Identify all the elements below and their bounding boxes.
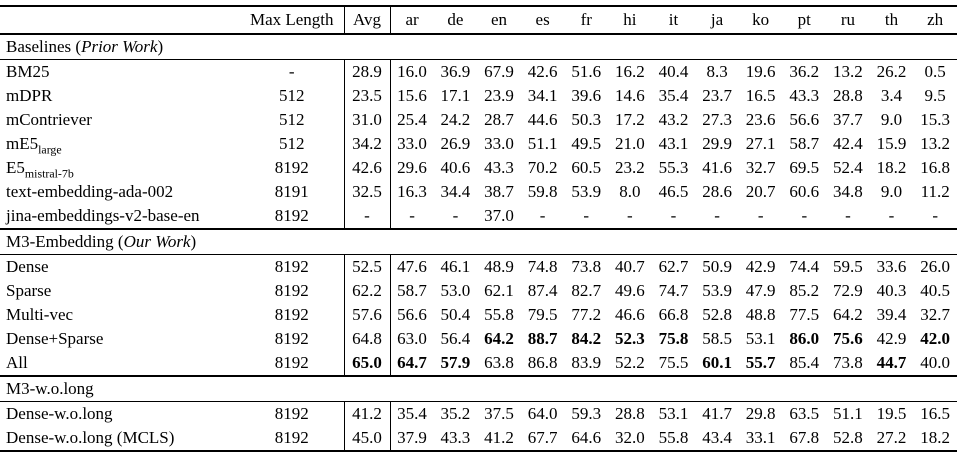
value-cell: 17.1 <box>440 86 471 105</box>
value-cell: 16.5 <box>920 404 951 423</box>
value-cell: - <box>627 206 633 225</box>
label-text-segment: mE5 <box>6 134 39 153</box>
label-text-segment: Dense-w.o.long (MCLS) <box>6 428 175 447</box>
max-length-cell: 8191 <box>274 182 309 201</box>
table-row <box>0 108 957 132</box>
value-cell: 34.1 <box>527 86 558 105</box>
value-cell: 75.6 <box>833 329 863 348</box>
row-label <box>0 255 240 280</box>
value-cell: 75.8 <box>658 329 689 348</box>
label-italic-segment: Prior Work <box>81 37 158 56</box>
value-cell: 23.7 <box>702 86 732 105</box>
value-cell: - <box>801 206 808 225</box>
value-cell: 56.6 <box>789 110 820 129</box>
label-text-segment: ) <box>157 37 164 56</box>
value-cell: 39.6 <box>571 86 602 105</box>
avg-cell: 42.6 <box>344 156 390 180</box>
value-cell: 43.3 <box>434 426 478 451</box>
value-cell: 55.3 <box>658 158 689 177</box>
section-header-label <box>0 376 957 402</box>
value-cell: 49.5 <box>571 134 602 153</box>
label-text-segment: Dense-w.o.long <box>6 404 113 423</box>
max-length-cell: 8192 <box>274 158 309 177</box>
language-header: th <box>870 6 914 34</box>
language-header: ar <box>390 6 434 34</box>
value-cell: 43.1 <box>658 134 689 153</box>
avg-cell: 45.0 <box>344 426 390 451</box>
value-cell: 67.8 <box>782 426 826 451</box>
row-label <box>0 84 240 108</box>
max-length-cell: 8192 <box>274 353 309 372</box>
value-cell: 40.5 <box>920 281 951 300</box>
value-cell: 8.3 <box>706 62 728 81</box>
value-cell: 66.8 <box>658 305 689 324</box>
value-cell: 16.0 <box>397 62 427 81</box>
table-row <box>0 60 957 85</box>
value-cell: 11.2 <box>920 182 950 201</box>
label-italic-segment: Our Work <box>123 232 191 251</box>
value-cell: 64.0 <box>527 404 558 423</box>
section-header-row <box>0 229 957 255</box>
row-label-header <box>0 6 240 34</box>
label-text-segment: mDPR <box>6 86 53 105</box>
value-cell: - <box>670 206 677 225</box>
language-header: fr <box>564 6 608 34</box>
row-label <box>0 132 240 156</box>
value-cell: 55.8 <box>484 305 514 324</box>
value-cell: 28.8 <box>614 404 645 423</box>
value-cell: 38.7 <box>484 182 514 201</box>
max-length-cell: 8192 <box>274 206 309 225</box>
value-cell: 53.0 <box>440 281 471 300</box>
value-cell: 29.9 <box>702 134 732 153</box>
value-cell: 29.8 <box>745 404 776 423</box>
value-cell: 77.2 <box>571 305 602 324</box>
value-cell: 52.3 <box>614 329 645 348</box>
max-length-cell: 8192 <box>274 329 309 348</box>
value-cell: 84.2 <box>571 329 602 348</box>
label-text-segment: All <box>6 353 28 372</box>
value-cell: 13.2 <box>920 134 951 153</box>
max-length-cell: 8192 <box>240 426 344 451</box>
avg-cell: 23.5 <box>344 84 390 108</box>
value-cell: 40.7 <box>614 257 645 276</box>
value-cell: 9.0 <box>880 182 903 201</box>
max-length-cell: 512 <box>279 134 305 153</box>
value-cell: 15.6 <box>397 86 427 105</box>
label-text-segment: Baselines ( <box>6 37 82 56</box>
avg-cell: 52.5 <box>344 255 390 280</box>
value-cell: 51.1 <box>833 404 863 423</box>
value-cell: - <box>845 206 851 225</box>
value-cell: 60.5 <box>571 158 602 177</box>
value-cell: 27.2 <box>870 426 914 451</box>
value-cell: 33.0 <box>484 134 514 153</box>
value-cell: 36.9 <box>440 62 471 81</box>
value-cell: 41.7 <box>702 404 732 423</box>
value-cell: 18.2 <box>876 158 907 177</box>
value-cell: 23.2 <box>614 158 645 177</box>
section-header-row <box>0 34 957 60</box>
row-label <box>0 156 240 180</box>
value-cell: 53.1 <box>745 329 776 348</box>
max-length-cell: 512 <box>279 86 305 105</box>
value-cell: - <box>888 206 895 225</box>
avg-cell: 31.0 <box>344 108 390 132</box>
avg-cell: 34.2 <box>344 132 390 156</box>
value-cell: 8.0 <box>619 182 641 201</box>
value-cell: - <box>409 206 415 225</box>
row-label <box>0 180 240 204</box>
value-cell: 43.4 <box>695 426 739 451</box>
max-length-cell: - <box>288 62 295 81</box>
label-text-segment: text-embedding-ada-002 <box>6 182 174 201</box>
value-cell: 62.1 <box>484 281 514 300</box>
results-table <box>0 5 957 452</box>
value-cell: 41.2 <box>477 426 521 451</box>
row-label <box>0 351 240 376</box>
value-cell: 13.2 <box>833 62 863 81</box>
value-cell: 17.2 <box>614 110 645 129</box>
value-cell: 50.4 <box>440 305 471 324</box>
value-cell: 9.0 <box>880 110 903 129</box>
value-cell: 9.5 <box>924 86 946 105</box>
value-cell: 42.9 <box>876 329 907 348</box>
value-cell: 53.9 <box>571 182 602 201</box>
value-cell: 46.1 <box>440 257 471 276</box>
value-cell: 73.8 <box>571 257 602 276</box>
table-row <box>0 204 957 229</box>
value-cell: 23.6 <box>745 110 776 129</box>
value-cell: 49.6 <box>614 281 645 300</box>
avg-cell: 64.8 <box>344 327 390 351</box>
value-cell: 79.5 <box>527 305 558 324</box>
value-cell: 64.2 <box>484 329 514 348</box>
row-label <box>0 402 240 427</box>
value-cell: 50.9 <box>702 257 732 276</box>
value-cell: 64.2 <box>833 305 863 324</box>
value-cell: 35.2 <box>440 404 471 423</box>
value-cell: 60.6 <box>789 182 820 201</box>
value-cell: 72.9 <box>833 281 863 300</box>
label-text-segment: M3-w.o.long <box>6 379 94 398</box>
value-cell: - <box>757 206 764 225</box>
value-cell: 63.5 <box>789 404 820 423</box>
value-cell: 42.4 <box>833 134 863 153</box>
value-cell: - <box>583 206 590 225</box>
value-cell: 16.3 <box>397 182 427 201</box>
value-cell: 77.5 <box>789 305 820 324</box>
value-cell: 53.9 <box>702 281 732 300</box>
value-cell: 33.6 <box>876 257 907 276</box>
section-header-label <box>0 34 957 60</box>
value-cell: 37.9 <box>390 426 434 451</box>
table-row <box>0 132 957 156</box>
value-cell: 58.7 <box>789 134 820 153</box>
value-cell: 48.8 <box>745 305 776 324</box>
value-cell: 21.0 <box>614 134 645 153</box>
value-cell: 59.3 <box>571 404 602 423</box>
value-cell: 40.4 <box>658 62 689 81</box>
value-cell: 35.4 <box>397 404 427 423</box>
language-header: zh <box>913 6 957 34</box>
value-cell: 39.4 <box>876 305 907 324</box>
section-header-label <box>0 229 957 255</box>
avg-cell: - <box>344 204 390 229</box>
value-cell: 29.6 <box>397 158 427 177</box>
value-cell: 28.6 <box>702 182 732 201</box>
label-text-segment: E5 <box>6 158 25 177</box>
value-cell: 16.5 <box>745 86 776 105</box>
value-cell: 42.9 <box>745 257 776 276</box>
value-cell: 43.2 <box>658 110 689 129</box>
value-cell: 60.1 <box>702 353 732 372</box>
max-length-cell: 8192 <box>274 281 309 300</box>
value-cell: 83.9 <box>571 353 602 372</box>
table-row <box>0 402 957 427</box>
value-cell: 74.7 <box>658 281 689 300</box>
row-label <box>0 327 240 351</box>
value-cell: 35.4 <box>658 86 689 105</box>
value-cell: 36.2 <box>789 62 820 81</box>
table-row <box>0 351 957 376</box>
value-cell: 63.8 <box>484 353 514 372</box>
value-cell: 40.6 <box>440 158 471 177</box>
value-cell: 26.9 <box>440 134 471 153</box>
value-cell: 24.2 <box>440 110 471 129</box>
value-cell: 44.6 <box>527 110 558 129</box>
label-text-segment: BM25 <box>6 62 50 81</box>
language-header: hi <box>608 6 652 34</box>
value-cell: - <box>452 206 459 225</box>
value-cell: 50.3 <box>571 110 602 129</box>
value-cell: 27.1 <box>745 134 776 153</box>
value-cell: 53.1 <box>658 404 689 423</box>
value-cell: 62.7 <box>658 257 689 276</box>
value-cell: 37.5 <box>484 404 514 423</box>
value-cell: 70.2 <box>527 158 558 177</box>
value-cell: 34.4 <box>440 182 471 201</box>
value-cell: 26.0 <box>920 257 951 276</box>
label-text-segment: Dense <box>6 257 49 276</box>
avg-cell: 41.2 <box>344 402 390 427</box>
label-text-segment: M3-Embedding ( <box>6 232 124 251</box>
value-cell: 14.6 <box>614 86 645 105</box>
table-row <box>0 84 957 108</box>
table-row <box>0 303 957 327</box>
value-cell: 85.4 <box>789 353 820 372</box>
value-cell: 51.6 <box>571 62 602 81</box>
value-cell: 40.0 <box>920 353 951 372</box>
value-cell: 67.7 <box>521 426 565 451</box>
value-cell: 86.0 <box>789 329 820 348</box>
language-header: en <box>477 6 521 34</box>
value-cell: 32.7 <box>920 305 951 324</box>
row-label <box>0 108 240 132</box>
value-cell: 26.2 <box>876 62 907 81</box>
value-cell: 82.7 <box>571 281 602 300</box>
section-header-row <box>0 376 957 402</box>
value-cell: 15.3 <box>920 110 951 129</box>
row-label <box>0 279 240 303</box>
language-header: ru <box>826 6 870 34</box>
value-cell: - <box>714 206 720 225</box>
value-cell: 55.8 <box>652 426 696 451</box>
value-cell: 20.7 <box>745 182 776 201</box>
table-row <box>0 180 957 204</box>
value-cell: 32.0 <box>608 426 652 451</box>
avg-cell: 65.0 <box>344 351 390 376</box>
value-cell: 56.6 <box>397 305 427 324</box>
label-text-segment: jina-embeddings-v2-base-en <box>6 206 200 225</box>
value-cell: 52.8 <box>826 426 870 451</box>
max-length-cell: 8192 <box>274 257 309 276</box>
table-row <box>0 255 957 280</box>
value-cell: 47.9 <box>745 281 776 300</box>
value-cell: 34.8 <box>833 182 863 201</box>
value-cell: 37.0 <box>484 206 514 225</box>
value-cell: 3.4 <box>880 86 903 105</box>
value-cell: 69.5 <box>789 158 820 177</box>
value-cell: 42.0 <box>920 329 951 348</box>
value-cell: 64.6 <box>564 426 608 451</box>
value-cell: 55.7 <box>745 353 776 372</box>
language-header: pt <box>782 6 826 34</box>
value-cell: 44.7 <box>876 353 907 372</box>
label-text-segment: Multi-vec <box>6 305 74 324</box>
table-row <box>0 279 957 303</box>
value-cell: 16.2 <box>614 62 645 81</box>
table-row <box>0 426 957 451</box>
value-cell: 47.6 <box>397 257 427 276</box>
row-label <box>0 204 240 229</box>
value-cell: 56.4 <box>440 329 471 348</box>
language-header: ko <box>739 6 783 34</box>
value-cell: 16.8 <box>920 158 951 177</box>
label-subscript: mistral-7b <box>24 166 74 181</box>
avg-cell: 28.9 <box>344 60 390 85</box>
value-cell: 19.6 <box>745 62 776 81</box>
value-cell: 52.2 <box>614 353 645 372</box>
value-cell: 28.8 <box>833 86 863 105</box>
value-cell: 28.7 <box>484 110 514 129</box>
value-cell: 52.4 <box>833 158 863 177</box>
value-cell: 87.4 <box>527 281 558 300</box>
label-subscript: large <box>38 142 62 157</box>
value-cell: 52.8 <box>702 305 732 324</box>
value-cell: 85.2 <box>789 281 820 300</box>
language-header: ja <box>695 6 739 34</box>
table-row <box>0 327 957 351</box>
value-cell: 33.0 <box>397 134 427 153</box>
avg-header: Avg <box>344 6 390 34</box>
value-cell: 25.4 <box>397 110 427 129</box>
row-label <box>0 426 240 451</box>
value-cell: 74.4 <box>789 257 820 276</box>
language-header: it <box>652 6 696 34</box>
max-length-cell: 512 <box>279 110 305 129</box>
value-cell: 46.6 <box>614 305 645 324</box>
value-cell: 0.5 <box>924 62 946 81</box>
value-cell: 63.0 <box>397 329 427 348</box>
label-text-segment: Dense+Sparse <box>6 329 104 348</box>
value-cell: - <box>539 206 546 225</box>
label-text-segment: ) <box>190 232 197 251</box>
row-label <box>0 60 240 85</box>
value-cell: 23.9 <box>484 86 514 105</box>
value-cell: 43.3 <box>789 86 820 105</box>
value-cell: 64.7 <box>397 353 427 372</box>
value-cell: 27.3 <box>702 110 732 129</box>
avg-cell: 57.6 <box>344 303 390 327</box>
language-header: de <box>434 6 478 34</box>
value-cell: 67.9 <box>484 62 514 81</box>
value-cell: - <box>932 206 938 225</box>
value-cell: 32.7 <box>745 158 776 177</box>
header-row <box>0 6 957 34</box>
avg-cell: 62.2 <box>344 279 390 303</box>
value-cell: 51.1 <box>527 134 558 153</box>
max-length-cell: 8192 <box>274 305 309 324</box>
max-length-cell: 8192 <box>274 404 309 423</box>
language-header: es <box>521 6 565 34</box>
value-cell: 75.5 <box>658 353 689 372</box>
value-cell: 43.3 <box>484 158 514 177</box>
value-cell: 41.6 <box>702 158 732 177</box>
row-label <box>0 303 240 327</box>
value-cell: 33.1 <box>739 426 783 451</box>
value-cell: 18.2 <box>913 426 957 451</box>
value-cell: 40.3 <box>876 281 907 300</box>
value-cell: 42.6 <box>527 62 558 81</box>
label-text-segment: mContriever <box>6 110 92 129</box>
value-cell: 86.8 <box>527 353 558 372</box>
value-cell: 58.7 <box>397 281 427 300</box>
value-cell: 48.9 <box>484 257 514 276</box>
value-cell: 15.9 <box>876 134 907 153</box>
value-cell: 59.8 <box>527 182 558 201</box>
value-cell: 74.8 <box>527 257 558 276</box>
value-cell: 58.5 <box>702 329 732 348</box>
label-text-segment: Sparse <box>6 281 52 300</box>
table-row <box>0 156 957 180</box>
value-cell: 46.5 <box>658 182 689 201</box>
value-cell: 19.5 <box>876 404 907 423</box>
results-table-body <box>0 6 957 451</box>
value-cell: 57.9 <box>440 353 471 372</box>
value-cell: 73.8 <box>833 353 863 372</box>
value-cell: 88.7 <box>527 329 558 348</box>
value-cell: 37.7 <box>833 110 863 129</box>
avg-cell: 32.5 <box>344 180 390 204</box>
value-cell: 59.5 <box>833 257 863 276</box>
max-length-header: Max Length <box>240 6 344 34</box>
